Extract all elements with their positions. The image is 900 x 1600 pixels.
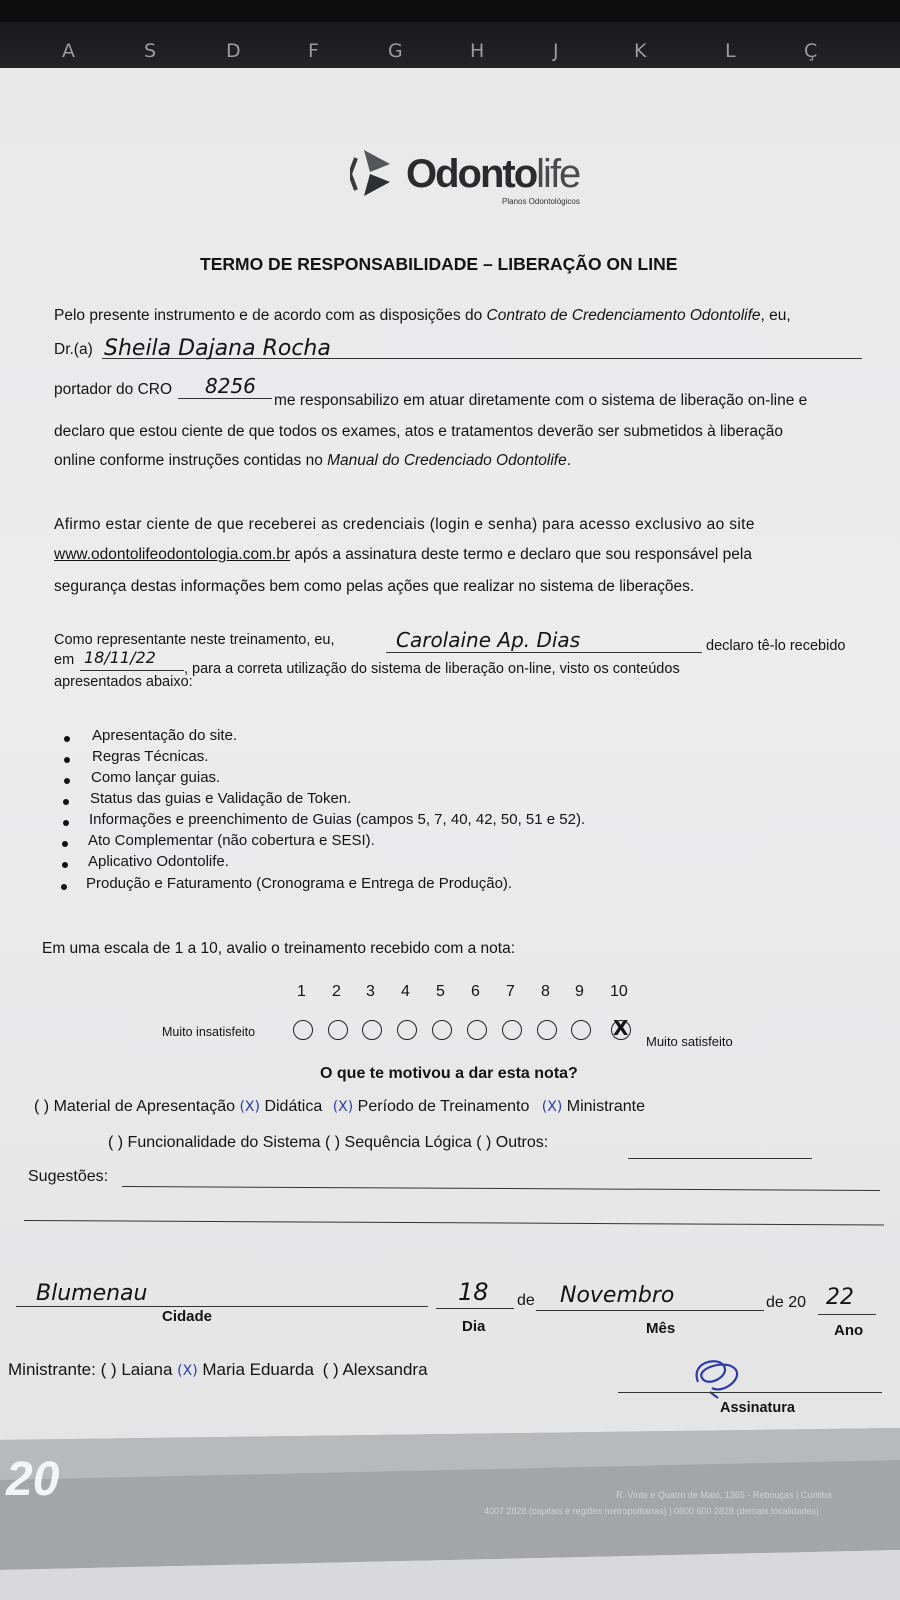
key-h: H [470,40,485,62]
para3-line1-a: Como representante neste treinamento, eu, [54,632,335,648]
motivation-option-periodo-checkbox[interactable]: (X) [332,1099,354,1115]
outros-line [628,1158,812,1159]
instructor-row [8,1360,428,1380]
bullet-icon [62,841,68,847]
dr-label: Dr.(a) [54,341,93,358]
cro-after-text: me responsabilizo em atuar diretamente com o sistema de liberação on-line e [274,392,808,409]
rating-number: 1 [297,983,306,1000]
instructor-maria-checkbox[interactable]: (X) [177,1363,198,1379]
list-item: Informações e preenchimento de Guias (campos 5, 7, 40, 42, 50, 51 e 52). [89,811,586,828]
para3-line2-b: , para a correta utilização do sistema de liberação on-line, visto os conteúdos [184,661,680,677]
motivation-option-didatica: Didática [264,1098,323,1115]
motivation-option-material-checkbox[interactable]: ( ) [34,1098,50,1115]
para1-line4: declaro que estou ciente de que todos os exames, atos e tratamentos deverão ser submetidos à liberação [54,423,783,440]
month-handwritten: Novembro [560,1283,675,1308]
key-l: L [725,40,736,62]
suggestions-label: Sugestões: [28,1168,109,1185]
rating-question: Em uma escala de 1 a 10, avalio o treinamento recebido com a nota: [42,940,516,957]
list-item: Como lançar guias. [91,769,221,786]
para1-line1-b: , eu, [760,307,791,324]
city-line [16,1306,428,1307]
motivation-row1 [34,1098,645,1116]
logo-text-life: life [536,152,580,196]
list-item: Apresentação do site. [92,727,238,744]
key-a: A [62,40,75,62]
rating-number: 2 [332,983,341,1000]
motivation-option-periodo: Período de Treinamento [357,1098,530,1115]
motivation-option-ministrante-checkbox[interactable]: (X) [541,1099,563,1115]
bullet-icon [64,778,70,784]
rating-radio-4[interactable] [397,1020,417,1040]
rating-selected-mark: X [613,1016,629,1040]
rating-number: 8 [541,983,550,1000]
instructor-maria: Maria Eduarda [202,1360,314,1379]
rating-number: 9 [575,983,584,1000]
year-label: Ano [834,1322,864,1339]
para3-line2-a: em [54,652,75,668]
signature-line [618,1392,882,1393]
rating-number: 5 [436,983,445,1000]
para2-line2-b: após a assinatura deste termo e declaro que sou responsável pela [290,546,752,563]
keyboard-top-row [0,0,900,22]
motivation-option-material: Material de Apresentação [53,1098,236,1115]
list-item: Regras Técnicas. [92,748,209,765]
key-d: D [226,40,241,62]
para2-line1: Afirmo estar ciente de que receberei as credenciais (login e senha) para acesso exclusivo ao site [54,516,755,533]
para1-manual-name: Manual do Credenciado Odontolife [327,452,567,469]
para2-line3: segurança destas informações bem como pelas ações que realizar no sistema de liberações. [54,578,695,595]
key-s: S [144,40,157,62]
logo-tagline: Planos Odontológicos [502,197,580,206]
site-link[interactable]: www.odontolifeodontologia.com.br [54,546,291,563]
instructor-label: Ministrante: ( ) Laiana [8,1360,173,1379]
signature-label: Assinatura [720,1400,795,1416]
list-item: Aplicativo Odontolife. [88,853,229,870]
rating-radio-8[interactable] [537,1020,557,1040]
key-g: G [388,40,403,62]
instructor-alexsandra: ( ) Alexsandra [322,1360,428,1379]
para1-line5-b: . [566,452,571,469]
bullet-icon [64,757,70,763]
motivation-option-ministrante: Ministrante [566,1098,646,1115]
rating-radio-7[interactable] [502,1020,522,1040]
footer-address-2: 4007 2828 (capitais e regiões metropolitanas) | 0800 600 2828 (demais localidades) [484,1506,820,1516]
bullet-icon [62,862,68,868]
key-f: F [308,40,319,62]
list-item: Ato Complementar (não cobertura e SESI). [88,832,375,849]
year-handwritten: 22 [826,1285,854,1310]
rating-number: 3 [366,983,375,1000]
rating-radio-1[interactable] [293,1020,313,1040]
city-label: Cidade [162,1308,213,1325]
key-c-cedilla: Ç [804,40,818,62]
day-label: Dia [462,1318,486,1335]
rep-name-line [386,652,702,653]
footer-badge: 20 [6,1453,60,1506]
logo-mark-icon [350,150,402,200]
dr-name-handwritten: Sheila Dajana Rocha [104,336,331,361]
footer-address-1: R. Vinte e Quatro de Maio, 1365 - Rebouças | Curitiba [616,1490,832,1500]
rating-number: 7 [506,983,515,1000]
key-k: K [634,40,647,62]
rating-radio-3[interactable] [362,1020,382,1040]
para3-line1-b: declaro tê-lo recebido [706,638,846,654]
training-day: 18 [84,648,105,667]
training-date-line [80,670,184,671]
rating-radio-2[interactable] [328,1020,348,1040]
training-year: 22 [135,648,156,667]
para1-line1 [54,307,791,325]
para3-line3: apresentados abaixo: [54,674,193,690]
para1-line5-a: online conforme instruções contidas no [54,452,328,469]
para1-contract-name: Contrato de Credenciamento Odontolife [486,307,761,324]
cro-line [178,398,272,399]
bullet-icon [64,736,70,742]
training-month: 11 [109,648,131,667]
rating-high-label: Muito satisfeito [646,1034,733,1049]
rating-number: 10 [610,983,628,1000]
bullet-icon [63,820,69,826]
para1-line1-a: Pelo presente instrumento e de acordo com as disposições do [54,307,487,324]
rating-radio-9[interactable] [571,1020,591,1040]
rating-number: 6 [471,983,480,1000]
year-prefix: de 20 [766,1294,807,1311]
para2-line2 [54,546,752,564]
year-line [818,1314,876,1315]
motivation-row2: ( ) Funcionalidade do Sistema ( ) Sequência Lógica ( ) Outros: [108,1134,549,1151]
cro-label: portador do CRO [54,381,173,398]
list-item: Status das guias e Validação de Token. [90,790,352,807]
cro-value-handwritten: 8256 [205,374,256,398]
city-handwritten: Blumenau [36,1281,148,1306]
list-item: Produção e Faturamento (Cronograma e Entrega de Produção). [86,875,513,892]
rep-name-handwritten: Carolaine Ap. Dias [396,628,581,652]
day-handwritten: 18 [458,1278,489,1306]
training-date-handwritten: 18/11/22 [84,648,156,667]
bullet-icon [63,799,69,805]
motivation-question: O que te motivou a dar esta nota? [320,1065,578,1082]
rating-low-label: Muito insatisfeito [162,1025,256,1039]
month-line [536,1310,764,1311]
page-title: TERMO DE RESPONSABILIDADE – LIBERAÇÃO ON LINE [200,254,678,274]
de-text-1: de [517,1292,535,1309]
key-j: J [553,40,559,62]
para1-line5 [54,452,571,470]
day-line [436,1308,514,1309]
month-label: Mês [646,1320,676,1337]
motivation-option-didatica-checkbox[interactable]: (X) [239,1099,260,1115]
rating-number: 4 [401,983,410,1000]
bullet-icon [61,884,67,890]
keyboard-background [0,0,900,78]
rating-radio-6[interactable] [467,1020,487,1040]
rating-radio-5[interactable] [432,1020,452,1040]
logo-text-odonto: Odonto [406,152,537,196]
